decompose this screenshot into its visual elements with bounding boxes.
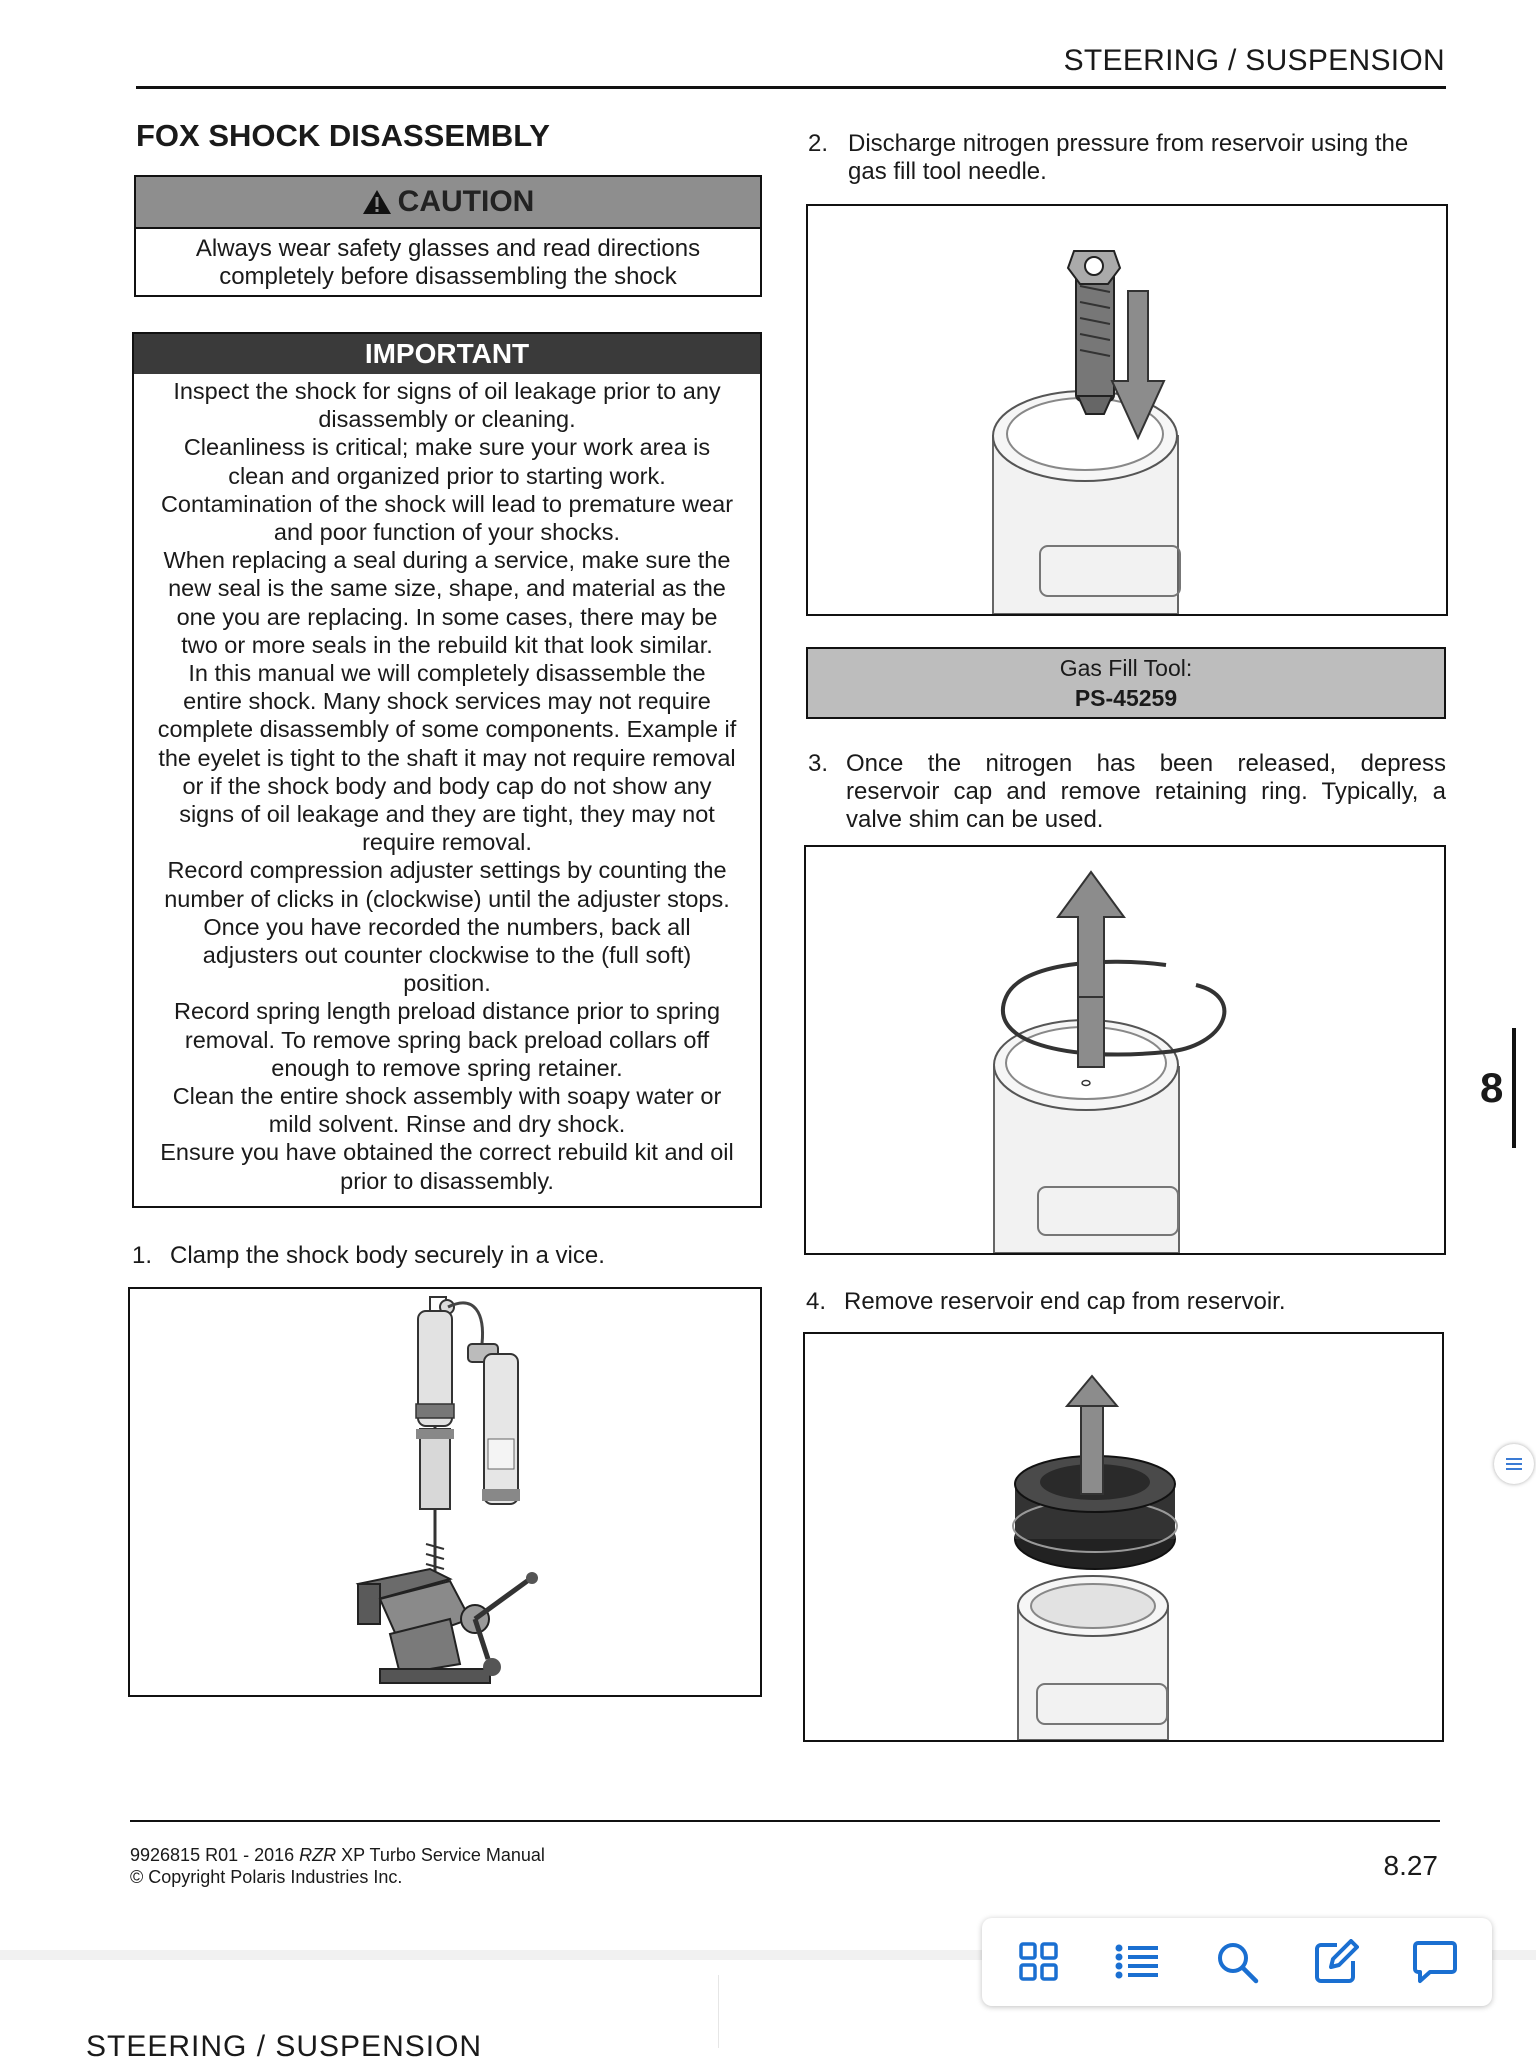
important-line: Cleanliness is critical; make sure your work area is	[183, 434, 711, 461]
important-line: mild solvent. Rinse and dry shock.	[268, 1111, 626, 1138]
next-page-header: STEERING / SUSPENSION	[86, 2030, 483, 2063]
important-line: In this manual we will completely disassemble the	[188, 660, 706, 687]
caution-box	[134, 175, 762, 297]
thumbnails-button[interactable]	[1009, 1932, 1069, 1992]
important-line: removal. To remove spring back preload collars off	[184, 1026, 710, 1053]
important-line: new seal is the same size, shape, and material as the	[168, 575, 726, 602]
important-line: two or more seals in the rebuild kit that look similar.	[181, 631, 713, 658]
important-line: Contamination of the shock will lead to premature wear	[160, 490, 734, 517]
important-line: signs of oil leakage and they are tight, they may not	[179, 801, 715, 828]
annotate-button[interactable]	[1306, 1932, 1366, 1992]
important-line: When replacing a seal during a service, make sure the	[163, 547, 731, 574]
important-line: Ensure you have obtained the correct rebuild kit and oil	[160, 1139, 734, 1166]
step-text-line: gas fill tool needle.	[848, 158, 1047, 185]
step-number: 2.	[808, 130, 829, 157]
caution-line: completely before disassembling the shock	[219, 263, 677, 290]
step-number: 4.	[806, 1288, 827, 1315]
step-text-line: reservoir cap and remove retaining ring. Typically, a	[846, 778, 1446, 805]
footer-info	[130, 1844, 545, 1888]
important-line: Clean the entire shock assembly with soapy water or	[172, 1083, 722, 1110]
important-text	[134, 374, 760, 1195]
end-cap-illustration	[805, 1334, 1442, 1740]
step-text-line: valve shim can be used.	[846, 806, 1104, 833]
section-title: FOX SHOCK DISASSEMBLY	[136, 118, 550, 153]
warning-icon	[362, 189, 392, 215]
important-line: prior to disassembly.	[340, 1167, 554, 1194]
model-name: RZR	[299, 1845, 337, 1865]
figure-gas-fill-needle	[806, 204, 1448, 616]
header-rule	[136, 86, 1446, 89]
chapter-tab-number: 8	[1480, 1064, 1504, 1111]
figure-shock-in-vice	[128, 1287, 762, 1697]
shock-vice-illustration	[130, 1289, 760, 1695]
caution-label: CAUTION	[397, 185, 535, 218]
step-text: Remove reservoir end cap from reservoir.	[844, 1288, 1286, 1315]
important-line: Record spring length preload distance prior to spring	[173, 998, 721, 1025]
figure-reservoir-end-cap	[803, 1332, 1444, 1742]
tool-callout	[806, 647, 1446, 719]
important-line: the eyelet is tight to the shaft it may not require removal	[158, 744, 736, 771]
important-line: and poor function of your shocks.	[273, 519, 621, 546]
important-line: enough to remove spring retainer.	[271, 1054, 623, 1081]
caution-text	[136, 229, 760, 291]
footer-manual-line	[130, 1844, 545, 1866]
step-2	[808, 130, 1448, 190]
important-line: Record compression adjuster settings by counting the	[167, 857, 727, 884]
important-line: Inspect the shock for signs of oil leakage prior to any	[173, 378, 721, 404]
important-line: disassembly or cleaning.	[318, 406, 576, 433]
important-line: or if the shock body and body cap do not show any	[182, 772, 712, 799]
list-icon	[1114, 1942, 1162, 1982]
copyright-line: © Copyright Polaris Industries Inc.	[130, 1867, 403, 1887]
step-3	[808, 750, 1448, 836]
important-line: clean and organized prior to starting work.	[228, 462, 666, 489]
important-line: require removal.	[362, 829, 532, 856]
comments-button[interactable]	[1405, 1932, 1465, 1992]
step-1	[132, 1242, 762, 1272]
important-header: IMPORTANT	[134, 334, 760, 374]
chapter-tab-bar	[1512, 1028, 1516, 1148]
menu-lines-icon	[1505, 1457, 1523, 1471]
important-line: number of clicks in (clockwise) until the adjuster stops.	[164, 885, 730, 912]
important-box	[132, 332, 762, 1208]
step-number: 1.	[132, 1242, 153, 1269]
important-line: adjusters out counter clockwise to the (full soft)	[202, 942, 692, 969]
doc-number: 9926815 R01 - 2016	[130, 1845, 300, 1865]
next-page-column-divider	[718, 1975, 719, 2048]
step-number: 3.	[808, 750, 829, 777]
important-line: entire shock. Many shock services may not require	[183, 688, 711, 715]
page-number: 8.27	[1383, 1850, 1438, 1881]
comment-icon	[1412, 1939, 1458, 1985]
step-4	[806, 1288, 1446, 1318]
step-text-line: Once the nitrogen has been released, depress	[846, 750, 1446, 777]
important-line: one you are replacing. In some cases, there may be	[176, 603, 718, 630]
side-panel-handle[interactable]	[1494, 1444, 1534, 1484]
step-text-line: Discharge nitrogen pressure from reservoir using the	[848, 130, 1409, 157]
important-line: complete disassembly of some components. Example if	[157, 716, 737, 743]
tool-label: Gas Fill Tool:	[1059, 655, 1193, 681]
viewer-toolbar	[982, 1918, 1492, 2006]
caution-header	[136, 177, 760, 229]
manual-title: XP Turbo Service Manual	[336, 1845, 545, 1865]
tool-part-number: PS-45259	[1074, 685, 1178, 711]
caution-line: Always wear safety glasses and read directions	[195, 235, 701, 262]
retaining-ring-illustration	[806, 847, 1444, 1253]
outline-button[interactable]	[1108, 1932, 1168, 1992]
grid-icon	[1017, 1940, 1061, 1984]
search-button[interactable]	[1207, 1932, 1267, 1992]
important-line: position.	[403, 970, 491, 997]
edit-icon	[1313, 1939, 1359, 1985]
reservoir-needle-illustration	[808, 206, 1446, 614]
footer-rule	[130, 1820, 1440, 1822]
search-icon	[1215, 1940, 1259, 1984]
figure-retaining-ring	[804, 845, 1446, 1255]
step-text: Clamp the shock body securely in a vice.	[170, 1242, 605, 1269]
running-header: STEERING / SUSPENSION	[1063, 44, 1445, 77]
important-line: Once you have recorded the numbers, back all	[203, 913, 691, 940]
